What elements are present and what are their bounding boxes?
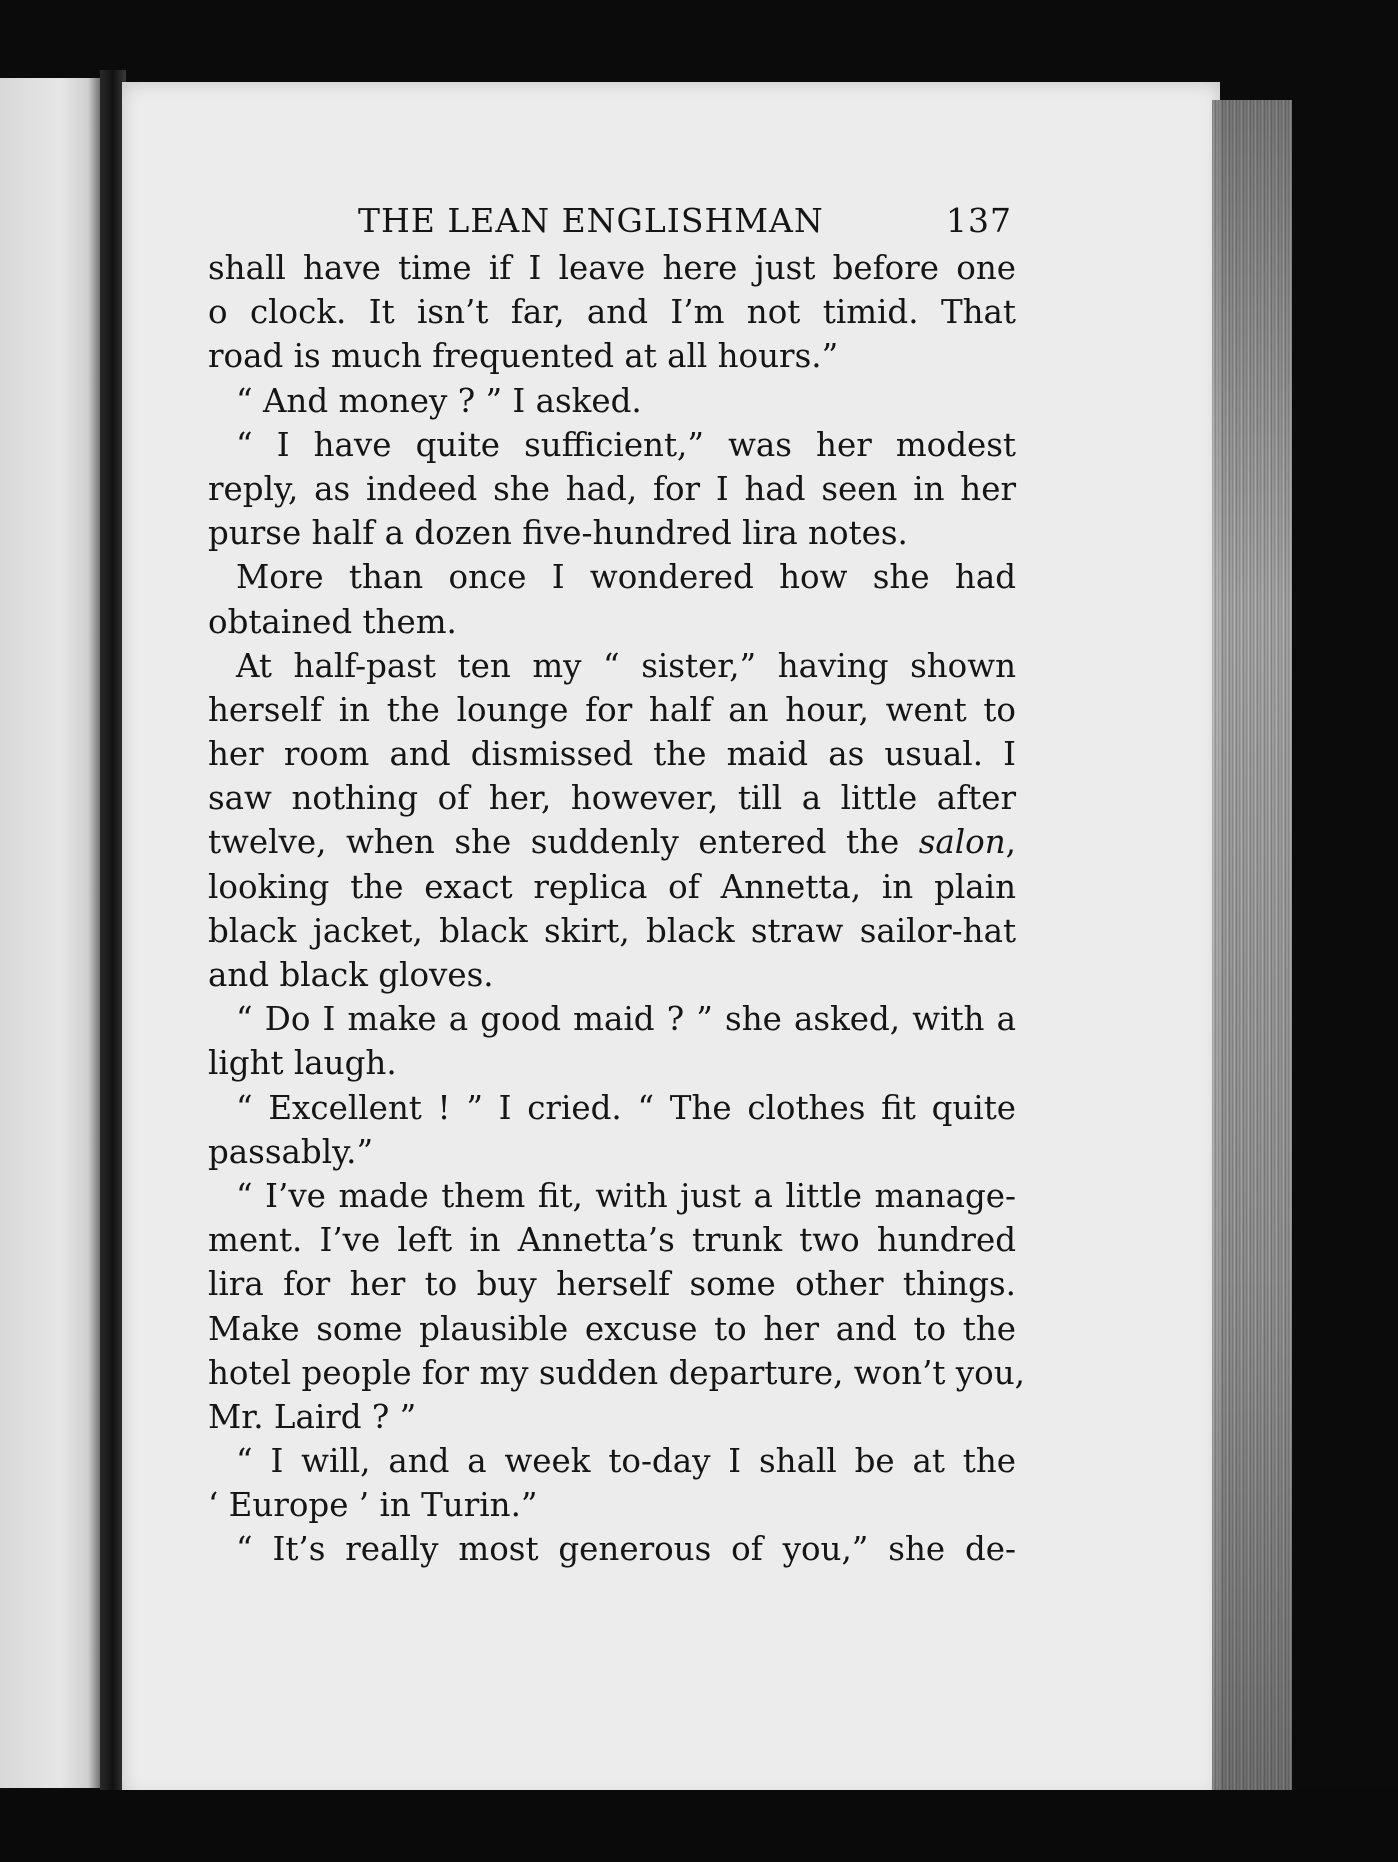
text-line: “ Do I make a good maid ? ” she asked, with a <box>236 1000 1016 1039</box>
text-line: Mr. Laird ? ” <box>208 1397 417 1436</box>
text-line: ment. I’ve left in Annetta’s trunk two hundred <box>208 1221 1016 1260</box>
text-line: “ Excellent ! ” I cried. “ The clothes fit quite <box>236 1088 1016 1127</box>
page-number: 137 <box>946 201 1012 240</box>
text-line: ‘ Europe ’ in Turin.” <box>208 1486 538 1525</box>
body-text <box>208 246 1025 1572</box>
scan-bottom-border <box>0 1790 1398 1862</box>
text-line: “ And money ? ” I asked. <box>236 381 642 420</box>
text-line: hotel people for my sudden departure, won’t you, <box>208 1353 1025 1392</box>
text-line: herself in the lounge for half an hour, went to <box>208 690 1016 729</box>
text-line: shall have time if I leave here just before one <box>208 249 1016 287</box>
text-line: reply, as indeed she had, for I had seen in her <box>208 469 1016 508</box>
text-line: “ I’ve made them fit, with just a little manage- <box>236 1176 1016 1215</box>
text-line: “ I have quite sufficient,” was her modest <box>236 425 1016 464</box>
text-line: light laugh. <box>208 1044 397 1083</box>
page-stack-edges <box>1212 100 1292 1790</box>
running-head-title: THE LEAN ENGLISHMAN <box>358 201 824 240</box>
text-line: looking the exact replica of Annetta, in plain <box>208 867 1016 906</box>
text-line: At half-past ten my “ sister,” having shown <box>236 646 1016 685</box>
text-line: o clock. It isn’t far, and I’m not timid. That <box>208 293 1016 332</box>
facing-page-edge <box>0 78 110 1788</box>
text-line: lira for her to buy herself some other things. <box>208 1265 1016 1304</box>
text-line: twelve, when she suddenly entered the salon, <box>208 823 1016 862</box>
text-line: saw nothing of her, however, till a little after <box>208 779 1016 818</box>
text-line: and black gloves. <box>208 956 494 994</box>
text-line: her room and dismissed the maid as usual. I <box>208 735 1016 774</box>
text-line: “ It’s really most generous of you,” she de- <box>236 1530 1016 1569</box>
running-head <box>208 196 1016 246</box>
text-line: More than once I wondered how she had <box>236 558 1016 597</box>
text-line: obtained them. <box>208 602 457 641</box>
page-text <box>208 196 1025 1572</box>
text-line: road is much frequented at all hours.” <box>208 337 839 376</box>
text-line: black jacket, black skirt, black straw sailor-hat <box>208 911 1016 950</box>
text-line: Make some plausible excuse to her and to the <box>208 1309 1016 1348</box>
text-line: passably.” <box>208 1132 374 1171</box>
text-line: “ I will, and a week to-day I shall be at the <box>236 1442 1016 1481</box>
text-line: purse half a dozen five-hundred lira notes. <box>208 514 908 553</box>
